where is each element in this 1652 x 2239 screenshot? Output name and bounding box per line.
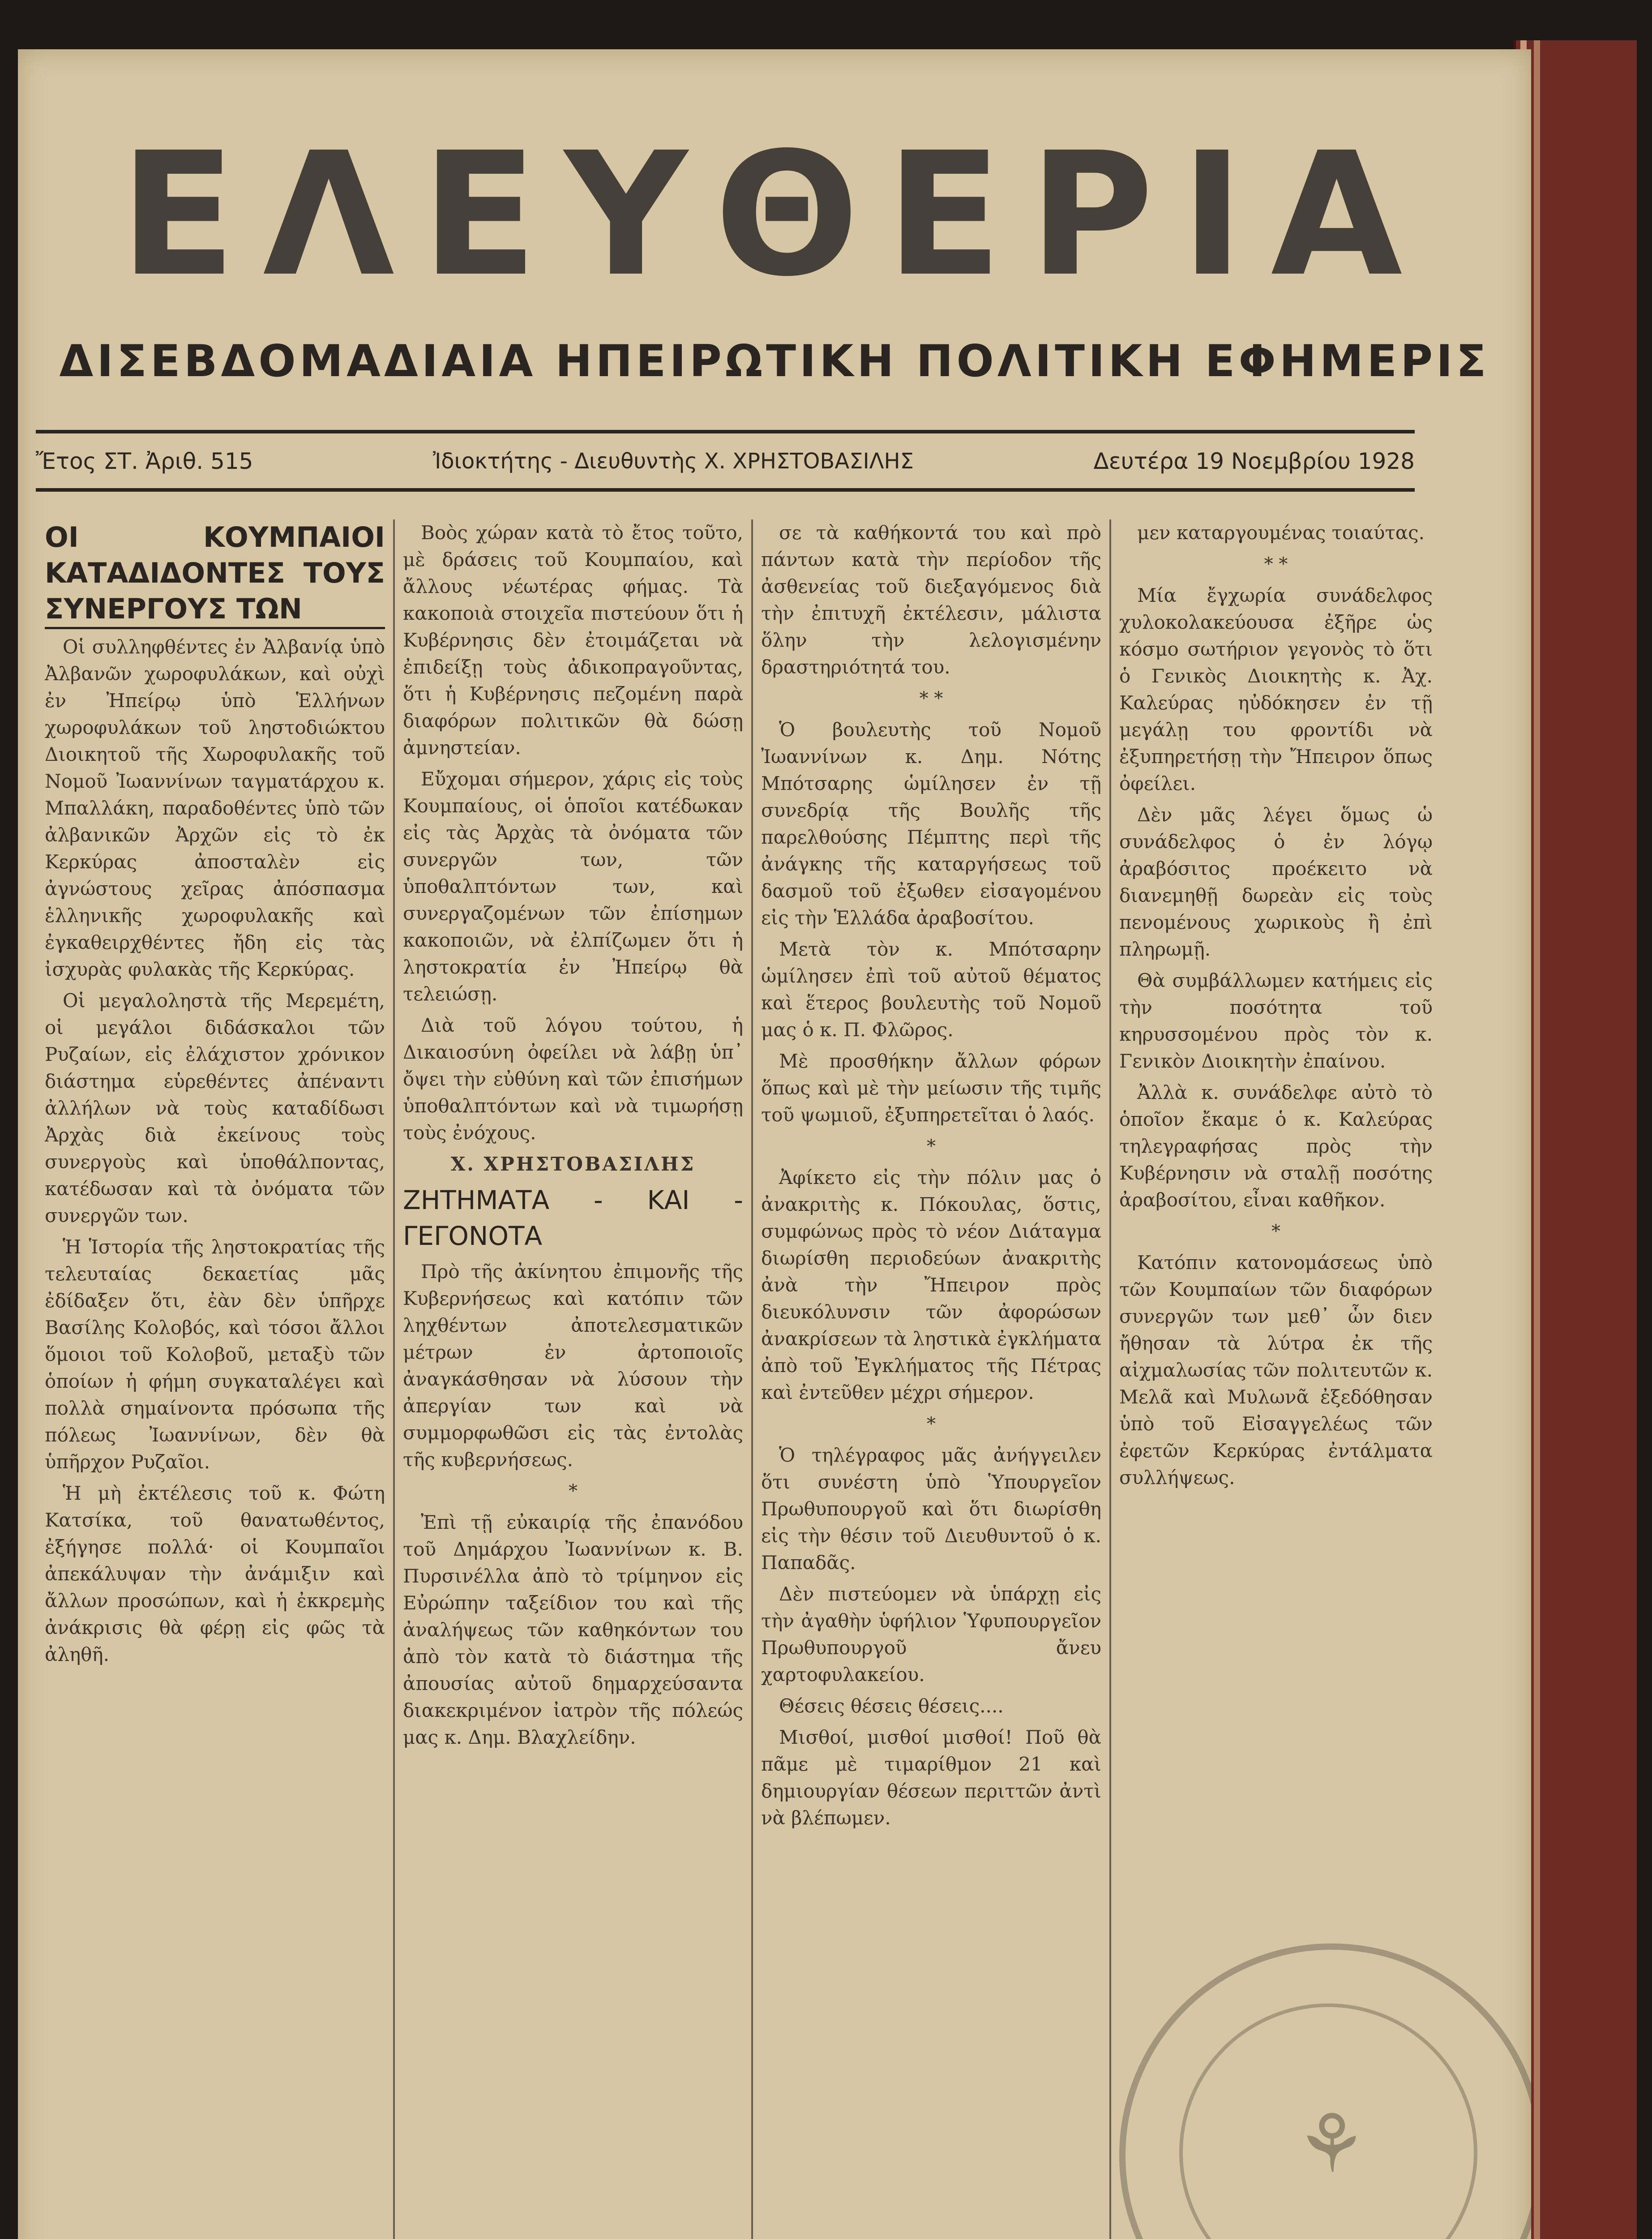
paragraph: Δὲν μᾶς λέγει ὅμως ὡ συνάδελφος ὁ ἐν λόγῳ ἀραβόσιτος προέκειτο νὰ διανεμηθῇ δωρεὰν εἰς τοὺς πενομένους χωρικοὺς ἢ ἐπὶ πληρωμῇ. bbox=[1119, 804, 1433, 960]
paragraph: Βοὸς χώραν κατὰ τὸ ἔτος τοῦτο, μὲ δράσεις τοῦ Κουμπαίου, καὶ ἄλλους νέωτέρας φήμας. Τὰ κακοποιὰ στοιχεῖα πιστεύουν ὅτι ἡ Κυβέρνησις δὲν ἐτοιμάζεται νὰ ἐπιδείξῃ τοὺς ἀδικοπραγοῦντας, ὅτι ἡ Κυβέρνησις πεζομένη παρὰ διαφόρων πολιτικῶν θὰ δώσῃ ἀμνηστείαν. bbox=[403, 522, 743, 759]
top-rule bbox=[36, 430, 1415, 433]
masthead-subtitle: ΔΙΣΕΒΔΟΜΑΔΙΑΙΑ ΗΠΕΙΡΩΤΙΚΗ ΠΟΛΙΤΙΚΗ ΕΦΗΜΕΡΙΣ bbox=[59, 336, 1490, 387]
section-title: ΖΗΤΗΜΑΤΑ - ΚΑΙ - ΓΕΓΟΝΟΤΑ bbox=[403, 1185, 743, 1251]
issue-number: Ἔτος ΣΤ. Ἀριθ. 515 bbox=[36, 448, 253, 474]
masthead-title: ΕΛΕΥΘΕΡΙΑ bbox=[120, 116, 1429, 314]
separator-stars: * bbox=[569, 1481, 578, 1501]
paragraph: Διὰ τοῦ λόγου τούτου, ἡ Δικαιοσύνη ὀφείλει νὰ λάβῃ ὑπ᾽ ὄψει τὴν εὐθύνη καὶ τῶν ἐπισήμων ὑποθαλπτόντων καὶ νὰ τιμωρήσῃ τοὺς ἐνόχους. bbox=[403, 1014, 743, 1144]
separator-stars: * bbox=[1271, 1221, 1280, 1242]
stamp-emblem-icon: ⚘ bbox=[1295, 2097, 1368, 2191]
paragraph: Πρὸ τῆς ἀκίνητου ἐπιμονῆς τῆς Κυβερνήσεως καὶ κατόπιν τῶν ληχθέντων ἀποτελεσματικῶν μέτρων ἐν ἀρτοποιοῖς ἀναγκάσθησαν νὰ λύσουν τὴν ἀπεργίαν των καὶ νὰ συμμορφωθῶσι εἰς τὰς ἐντολὰς τῆς κυβερνήσεως. bbox=[403, 1261, 743, 1471]
paragraph: Μία ἔγχωρία συνάδελφος χυλοκολακεύουσα ἐξῆρε ὡς κόσμο σωτήριον γεγονὸς τὸ ὅτι ὁ Γενικὸς Διοικητὴς κ. Ἀχ. Καλεύρας ηὐδόκησεν ἐν τῇ μεγάλῃ του φροντίδι νὰ ἐξυπηρετήσῃ τὴν Ἤπειρον ὅπως ὀφείλει. bbox=[1119, 584, 1433, 794]
separator-stars: * * bbox=[919, 688, 943, 709]
paragraph: μεν καταργουμένας τοιαύτας. bbox=[1137, 522, 1425, 544]
paragraph: Εὔχομαι σήμερον, χάρις εἰς τοὺς Κουμπαίους, οἱ ὁποῖοι κατέδωκαν εἰς τὰς Ἀρχὰς τὰ ὀνόματα τῶν συνεργῶν των, τῶν ὑποθαλπτόντων των, καὶ συνεργαζομένων τῶν ἐπίσημων κακοποιῶν, νὰ ἐλπίζωμεν ὅτι ἡ ληστοκρατία ἐν Ἠπείρῳ θὰ τελειώσῃ. bbox=[403, 768, 743, 1005]
column-3 bbox=[761, 519, 1101, 1836]
bottom-rule bbox=[36, 488, 1415, 492]
paragraph: Κατόπιν κατονομάσεως ὑπὸ τῶν Κουμπαίων τῶν διαφόρων συνεργῶν των μεθ᾽ ὧν διεν ἤθησαν τὰ λύτρα ἐκ τῆς αἰχμαλωσίας τῶν πολιτευτῶν κ. Μελᾶ καὶ Μυλωνᾶ ἐξεδόθησαν ὑπὸ τοῦ Εἰσαγγελέως τῶν ἐφετῶν Κερκύρας ἐντάλματα συλλήψεως. bbox=[1119, 1252, 1433, 1488]
paragraph: Ὁ τηλέγραφος μᾶς ἀνήγγειλεν ὅτι συνέστη ὑπὸ Ὑπουργεῖον Πρωθυπουργοῦ καὶ ὅτι διωρίσθη εἰς τὴν θέσιν τοῦ Διευθυντοῦ ὁ κ. Παπαδᾶς. bbox=[761, 1444, 1101, 1574]
column-2 bbox=[403, 519, 743, 1755]
paragraph: Οἱ συλληφθέντες ἐν Ἀλβανίᾳ ὑπὸ Ἀλβανῶν χωροφυλάκων, καὶ οὐχὶ ἐν Ἠπείρῳ ὑπὸ Ἑλλήνων χωροφυλάκων τοῦ ληστοδιώκτου Διοικητοῦ τῆς Χωροφυλακῆς τοῦ Νομοῦ Ἰωαννίνων ταγματάρχου κ. Μπαλλάκη, παραδοθέντες ὑπὸ τῶν ἀλβανικῶν Ἀρχῶν εἰς τὸ ἐκ Κερκύρας ἀποσταλὲν εἰς ἀγνώστους χεῖρας ἀπόσπασμα ἑλληνικῆς χωροφυλακῆς καὶ ἐγκαθειρχθέντες ἤδη εἰς τὰς ἰσχυρὰς φυλακὰς τῆς Κερκύρας. bbox=[45, 636, 385, 980]
paragraph: Ἡ μὴ ἐκτέλεσις τοῦ κ. Φώτη Κατσίκα, τοῦ θανατωθέντος, ἐξήγησε πολλά· οἱ Κουμπαῖοι ἀπεκάλυψαν τὴν ἀνάμιξιν καὶ ἄλλων προσώπων, καὶ ἡ ἐκκρεμὴς ἀνάκρισις θὰ φέρῃ εἰς φῶς τὰ ἀληθῆ. bbox=[45, 1482, 385, 1665]
column-divider bbox=[393, 519, 395, 2239]
separator-stars: * bbox=[927, 1414, 936, 1434]
book-binding bbox=[1513, 40, 1637, 2239]
paragraph: Ἀφίκετο εἰς τὴν πόλιν μας ὁ ἀνακριτὴς κ. Πόκουλας, ὅστις, συμφώνως πρὸς τὸ νέον Διάταγμα διωρίσθη περιοδεύων ἀνακριτὴς ἀνὰ τὴν Ἤπειρον πρὸς διευκόλυνσιν τῶν ἀφορώσων ἀνακρίσεων τὰ ληστικὰ ἐγκλήματα ἀπὸ τοῦ Ἐγκλήματος τῆς Πέτρας καὶ ἐντεῦθεν μέχρι σήμερον. bbox=[761, 1167, 1101, 1403]
paragraph: Οἱ μεγαλοληστὰ τῆς Μερεμέτη, οἱ μεγάλοι διδάσκαλοι τῶν Ρυζαίων, εἰς ἐλάχιστον χρόνικον διάστημα εὑρεθέντες ἀπέναντι ἀλλήλων νὰ τοὺς καταδίδωσι Ἀρχὰς διὰ ἐκείνους τοὺς συνεργοὺς καὶ ὑποθάλποντας, κατέδωσαν καὶ τὰ ὀνόματα τῶν συνεργῶν των. bbox=[45, 990, 385, 1227]
author-signature: Χ. ΧΡΗΣΤΟΒΑΣΙΛΗΣ bbox=[450, 1153, 696, 1175]
owner-line: Ἰδιοκτήτης - Διευθυντὴς Χ. ΧΡΗΣΤΟΒΑΣΙΛΗΣ bbox=[433, 449, 914, 474]
paragraph: Μὲ προσθήκην ἄλλων φόρων ὅπως καὶ μὲ τὴν μείωσιν τῆς τιμῆς τοῦ ψωμιοῦ, ἐξυπηρετεῖται ὁ λαός. bbox=[761, 1050, 1101, 1126]
article-headline: ΟΙ ΚΟΥΜΠΑΙΟΙ ΚΑΤΑΔΙΔΟΝΤΕΣ ΤΟΥΣ ΣΥΝΕΡΓΟΥΣ ΤΩΝ bbox=[45, 519, 385, 629]
paragraph: Ὁ βουλευτὴς τοῦ Νομοῦ Ἰωαννίνων κ. Δημ. Νότης Μπότσαρης ὡμίλησεν ἐν τῇ συνεδρίᾳ τῆς Βουλῆς τῆς παρελθούσης Πέμπτης περὶ τῆς ἀνάγκης τῆς καταργήσεως τοῦ δασμοῦ τοῦ ἐξωθεν εἰσαγομένου εἰς τὴν Ἑλλάδα ἀραβοσίτου. bbox=[761, 719, 1101, 929]
paragraph: σε τὰ καθήκοντά του καὶ πρὸ πάντων κατὰ τὴν περίοδον τῆς ἀσθενείας τοῦ διεξαγόμενος διὰ τὴν ἐπιτυχῆ ἐκτέλεσιν, μάλιστα ὅλην τὴν λελογισμένην δραστηριότητά του. bbox=[761, 522, 1101, 678]
paragraph: Μισθοί, μισθοί μισθοί! Ποῦ θὰ πᾶμε μὲ τιμαρίθμον 21 καὶ δημιουργίαν θέσεων περιττῶν ἀντὶ νὰ βλέπωμεν. bbox=[761, 1726, 1101, 1829]
paragraph: Ἐπὶ τῇ εὐκαιρίᾳ τῆς ἐπανόδου τοῦ Δημάρχου Ἰωαννίνων κ. Β. Πυρσινέλλα ἀπὸ τὸ τρίμηνον εἰς Εὐρώπην ταξείδιον του καὶ τῆς ἀναλήψεως τῶν καθηκόντων του ἀπὸ τὸν κατὰ τὸ διάστημα τῆς ἀπουσίας αὐτοῦ δημαρχεύσαντα διακεκριμένον ἰατρὸν τῆς πόλεώς μας κ. Δημ. Βλαχλείδην. bbox=[403, 1511, 743, 1748]
archive-stamp bbox=[1119, 1943, 1531, 2239]
paragraph: Θέσεις θέσεις θέσεις.... bbox=[779, 1695, 1004, 1717]
paragraph: Ἀλλὰ κ. συνάδελφε αὐτὸ τὸ ὁποῖον ἔκαμε ὁ κ. Καλεύρας τηλεγραφήσας πρὸς τὴν Κυβέρνησιν νὰ σταλῇ ποσότης ἀραβοσίτου, εἶναι καθῆκον. bbox=[1119, 1081, 1433, 1211]
paragraph: Θὰ συμβάλλωμεν κατήμεις εἰς τὴν ποσότητα τοῦ κηρυσσομένου πρὸς τὸν κ. Γενικὸν Διοικητὴν ἐπαίνου. bbox=[1119, 969, 1433, 1072]
issue-info-bar bbox=[36, 439, 1415, 484]
column-divider bbox=[1109, 519, 1111, 2239]
separator-stars: * bbox=[927, 1136, 936, 1157]
paragraph: Δὲν πιστεύομεν νὰ ὑπάρχῃ εἰς τὴν ἀγαθὴν ὑφήλιον Ὑφυπουργεῖον Πρωθυπουργοῦ ἄνευ χαρτοφυλακείου. bbox=[761, 1583, 1101, 1686]
page-edge bbox=[1534, 40, 1540, 2239]
column-divider bbox=[751, 519, 753, 2239]
separator-stars: * * bbox=[1264, 554, 1288, 575]
column-4 bbox=[1119, 519, 1433, 1496]
column-1 bbox=[45, 519, 385, 1673]
issue-date: Δευτέρα 19 Νοεμβρίου 1928 bbox=[1093, 448, 1415, 474]
paragraph: Ἡ Ἱστορία τῆς ληστοκρατίας τῆς τελευταίας δεκαετίας μᾶς ἐδίδαξεν ὅτι, ἐὰν δὲν ὑπῆρχε Βασίλης Κολοβός, καὶ τόσοι ἄλλοι ὅμοιοι τοῦ Κολοβοῦ, μεταξὺ τῶν ὁποίων ἡ φήμη συγκαταλέγει καὶ πολλὰ σημαίνοντα πρόσωπα τῆς πόλεως Ἰωαννίνων, δὲν θὰ ὑπῆρχον Ρυζαῖοι. bbox=[45, 1236, 385, 1473]
newspaper-page bbox=[18, 49, 1531, 2239]
paragraph: Μετὰ τὸν κ. Μπότσαρην ὡμίλησεν ἐπὶ τοῦ αὐτοῦ θέματος καὶ ἕτερος βουλευτὴς τοῦ Νομοῦ μας ὁ κ. Π. Φλῶρος. bbox=[761, 938, 1101, 1041]
